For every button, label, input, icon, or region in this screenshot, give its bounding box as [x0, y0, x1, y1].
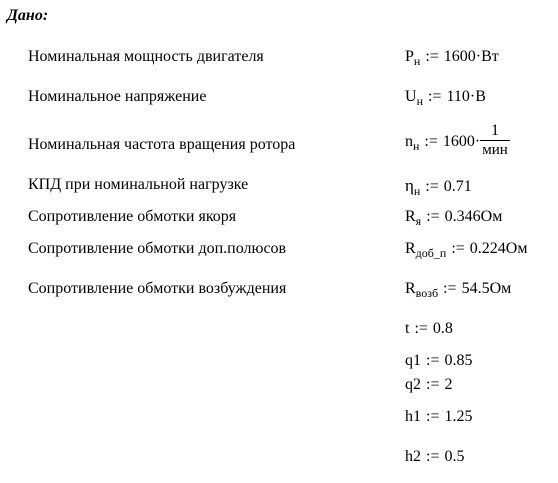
subscript: возб [415, 286, 439, 300]
formula-rotor-speed [405, 124, 510, 161]
subscript: н [413, 139, 420, 154]
symbol: R [405, 280, 416, 297]
formula-q1 [405, 352, 472, 370]
label-rotor-speed: Номинальная частота вращения ротора [28, 136, 296, 153]
label-armature-resistance: Сопротивление обмотки якоря [28, 208, 237, 225]
symbol: h2 [405, 448, 421, 465]
formula-interpole-resistance [405, 240, 527, 258]
symbol: R [405, 208, 416, 225]
subscript: н [416, 94, 423, 108]
label-interpole-resistance: Сопротивление обмотки доп.полюсов [28, 240, 287, 257]
subscript: я [415, 214, 422, 228]
value: 0.8 [432, 320, 453, 337]
value: 1600· [442, 133, 481, 151]
formula-t [405, 320, 453, 338]
value: 0.5 [444, 448, 465, 465]
assign-operator: := [426, 448, 440, 465]
formula-h2 [405, 448, 464, 466]
value: 1600·Вт [443, 48, 499, 65]
symbol: q2 [405, 376, 421, 393]
fraction [480, 122, 510, 159]
assign-operator: := [426, 376, 440, 393]
assign-operator: := [425, 178, 439, 195]
value: 0.71 [443, 178, 472, 195]
fraction-denominator: мин [482, 142, 508, 158]
subscript: доб_п [415, 246, 447, 260]
symbol: n [405, 133, 413, 151]
symbol: R [405, 240, 416, 257]
symbol: h1 [405, 408, 421, 425]
formula-field-resistance [405, 280, 511, 298]
given-heading: Дано: [7, 7, 49, 24]
value: 2 [444, 376, 453, 393]
assign-operator: := [426, 408, 440, 425]
formula-q2 [405, 376, 452, 394]
formula-h1 [405, 408, 472, 426]
symbol: q1 [405, 352, 421, 369]
assign-operator: := [414, 320, 428, 337]
label-efficiency: КПД при номинальной нагрузке [28, 176, 249, 193]
subscript: н [413, 54, 421, 68]
label-rated-voltage: Номинальное напряжение [28, 88, 207, 105]
fraction-numerator: 1 [490, 122, 499, 139]
symbol: U [405, 88, 417, 105]
assign-operator: := [425, 48, 439, 65]
formula-efficiency [405, 176, 472, 196]
formula-armature-resistance [405, 208, 502, 226]
symbol: P [405, 48, 414, 65]
symbol: η [405, 176, 414, 195]
subscript: н [413, 184, 421, 198]
assign-operator: := [451, 240, 465, 257]
assign-operator: := [443, 280, 457, 297]
value: 54.5Ом [461, 280, 512, 297]
value: 1.25 [444, 408, 473, 425]
symbol: t [405, 320, 410, 337]
assign-operator: := [424, 133, 438, 151]
assign-operator: := [426, 352, 440, 369]
value: 0.346Ом [444, 208, 503, 225]
assign-operator: := [426, 208, 440, 225]
value: 0.224Ом [469, 240, 528, 257]
value: 110·В [446, 88, 486, 105]
label-rated-power: Номинальная мощность двигателя [28, 48, 264, 65]
value: 0.85 [444, 352, 473, 369]
formula-rated-voltage [405, 88, 486, 106]
formula-rated-power [405, 48, 499, 66]
label-field-resistance: Сопротивление обмотки возбуждения [28, 280, 287, 297]
assign-operator: := [427, 88, 442, 105]
